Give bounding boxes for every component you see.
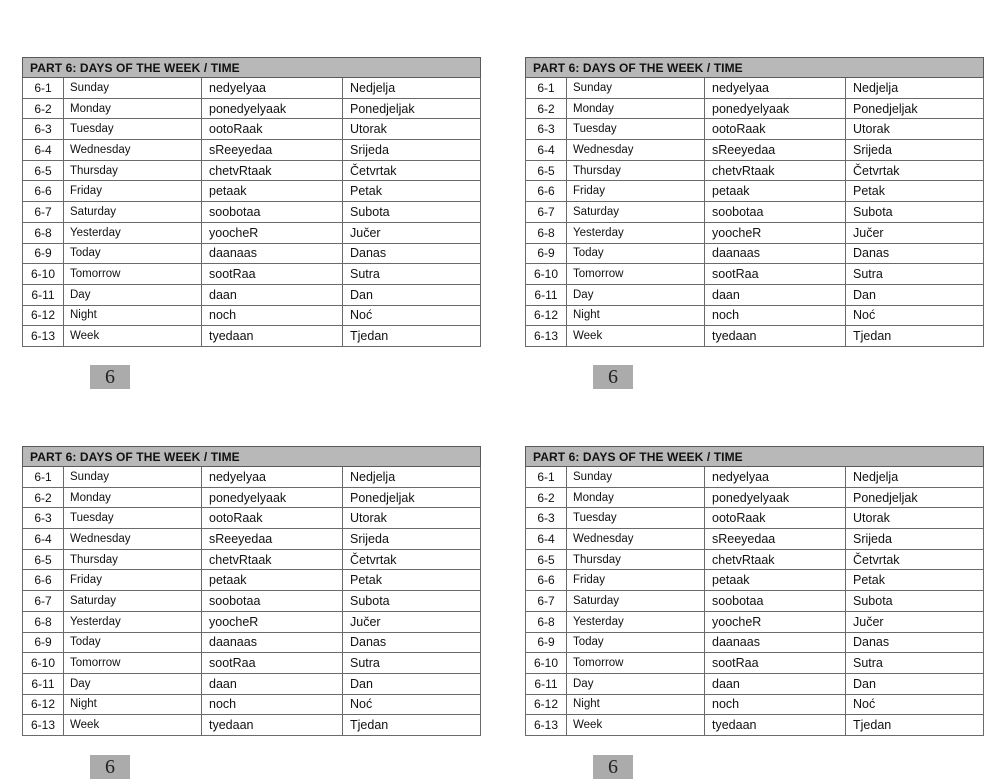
croatian-word: Sutra bbox=[846, 264, 984, 285]
table-row bbox=[526, 549, 984, 570]
english-word: Tuesday bbox=[64, 508, 202, 529]
page-number-badge: 6 bbox=[90, 755, 130, 779]
table-row bbox=[23, 284, 481, 305]
croatian-word: Četvrtak bbox=[343, 160, 481, 181]
table-row bbox=[526, 284, 984, 305]
croatian-word: Noć bbox=[343, 305, 481, 326]
phonetic-spelling: tyedaan bbox=[202, 326, 343, 347]
vocabulary-table bbox=[525, 57, 984, 347]
row-number: 6-3 bbox=[23, 508, 64, 529]
row-number: 6-13 bbox=[23, 715, 64, 736]
english-word: Today bbox=[64, 243, 202, 264]
row-number: 6-6 bbox=[23, 570, 64, 591]
phonetic-spelling: ootoRaak bbox=[202, 508, 343, 529]
row-number: 6-7 bbox=[526, 202, 567, 223]
row-number: 6-3 bbox=[23, 119, 64, 140]
table-row bbox=[23, 611, 481, 632]
english-word: Sunday bbox=[567, 78, 705, 99]
vocabulary-panel bbox=[22, 57, 480, 347]
table-row bbox=[526, 305, 984, 326]
english-word: Wednesday bbox=[64, 529, 202, 550]
row-number: 6-5 bbox=[526, 160, 567, 181]
croatian-word: Jučer bbox=[343, 611, 481, 632]
croatian-word: Danas bbox=[343, 243, 481, 264]
phonetic-spelling: daanaas bbox=[705, 632, 846, 653]
croatian-word: Ponedjeljak bbox=[343, 487, 481, 508]
english-word: Today bbox=[64, 632, 202, 653]
phonetic-spelling: chetvRtaak bbox=[705, 160, 846, 181]
croatian-word: Petak bbox=[343, 181, 481, 202]
croatian-word: Subota bbox=[846, 202, 984, 223]
english-word: Night bbox=[567, 305, 705, 326]
table-row bbox=[23, 591, 481, 612]
phonetic-spelling: petaak bbox=[705, 181, 846, 202]
row-number: 6-9 bbox=[526, 243, 567, 264]
croatian-word: Srijeda bbox=[846, 529, 984, 550]
croatian-word: Nedjelja bbox=[846, 467, 984, 488]
row-number: 6-11 bbox=[23, 673, 64, 694]
row-number: 6-13 bbox=[526, 715, 567, 736]
croatian-word: Ponedjeljak bbox=[846, 98, 984, 119]
phonetic-spelling: nedyelyaa bbox=[202, 467, 343, 488]
english-word: Saturday bbox=[64, 591, 202, 612]
croatian-word: Petak bbox=[846, 181, 984, 202]
croatian-word: Jučer bbox=[846, 611, 984, 632]
phonetic-spelling: nedyelyaa bbox=[705, 78, 846, 99]
phonetic-spelling: tyedaan bbox=[705, 326, 846, 347]
section-title: PART 6: DAYS OF THE WEEK / TIME bbox=[23, 58, 481, 78]
table-row bbox=[526, 326, 984, 347]
table-row bbox=[526, 78, 984, 99]
row-number: 6-6 bbox=[526, 181, 567, 202]
english-word: Monday bbox=[567, 487, 705, 508]
row-number: 6-10 bbox=[526, 264, 567, 285]
row-number: 6-6 bbox=[526, 570, 567, 591]
english-word: Week bbox=[567, 326, 705, 347]
english-word: Friday bbox=[64, 181, 202, 202]
phonetic-spelling: sReeyedaa bbox=[705, 529, 846, 550]
table-row bbox=[526, 529, 984, 550]
table-row bbox=[526, 202, 984, 223]
table-row bbox=[23, 119, 481, 140]
croatian-word: Utorak bbox=[846, 119, 984, 140]
row-number: 6-5 bbox=[23, 549, 64, 570]
croatian-word: Noć bbox=[846, 694, 984, 715]
english-word: Thursday bbox=[64, 160, 202, 181]
row-number: 6-11 bbox=[526, 673, 567, 694]
english-word: Night bbox=[567, 694, 705, 715]
phonetic-spelling: nedyelyaa bbox=[705, 467, 846, 488]
english-word: Night bbox=[64, 305, 202, 326]
table-row bbox=[526, 243, 984, 264]
phonetic-spelling: sootRaa bbox=[202, 653, 343, 674]
section-title: PART 6: DAYS OF THE WEEK / TIME bbox=[526, 58, 984, 78]
table-row bbox=[23, 653, 481, 674]
row-number: 6-1 bbox=[526, 78, 567, 99]
row-number: 6-9 bbox=[526, 632, 567, 653]
croatian-word: Tjedan bbox=[846, 326, 984, 347]
table-row bbox=[526, 632, 984, 653]
row-number: 6-7 bbox=[526, 591, 567, 612]
row-number: 6-2 bbox=[23, 98, 64, 119]
english-word: Thursday bbox=[64, 549, 202, 570]
english-word: Week bbox=[567, 715, 705, 736]
section-title: PART 6: DAYS OF THE WEEK / TIME bbox=[23, 447, 481, 467]
phonetic-spelling: yoocheR bbox=[202, 611, 343, 632]
english-word: Monday bbox=[567, 98, 705, 119]
english-word: Tomorrow bbox=[567, 264, 705, 285]
table-row bbox=[23, 529, 481, 550]
english-word: Tuesday bbox=[567, 508, 705, 529]
phonetic-spelling: ootoRaak bbox=[705, 508, 846, 529]
english-word: Wednesday bbox=[567, 529, 705, 550]
table-row bbox=[526, 570, 984, 591]
row-number: 6-1 bbox=[23, 78, 64, 99]
row-number: 6-7 bbox=[23, 591, 64, 612]
vocabulary-panel bbox=[525, 57, 983, 347]
vocabulary-table bbox=[22, 446, 481, 736]
english-word: Day bbox=[64, 673, 202, 694]
croatian-word: Četvrtak bbox=[846, 549, 984, 570]
croatian-word: Tjedan bbox=[343, 715, 481, 736]
vocabulary-panel bbox=[525, 446, 983, 736]
row-number: 6-12 bbox=[526, 694, 567, 715]
croatian-word: Petak bbox=[846, 570, 984, 591]
english-word: Tomorrow bbox=[64, 264, 202, 285]
phonetic-spelling: daan bbox=[202, 673, 343, 694]
table-row bbox=[23, 326, 481, 347]
phonetic-spelling: soobotaa bbox=[705, 202, 846, 223]
english-word: Sunday bbox=[64, 467, 202, 488]
table-row bbox=[23, 264, 481, 285]
phonetic-spelling: noch bbox=[202, 694, 343, 715]
phonetic-spelling: daan bbox=[202, 284, 343, 305]
vocabulary-panel bbox=[22, 446, 480, 736]
row-number: 6-13 bbox=[23, 326, 64, 347]
english-word: Saturday bbox=[64, 202, 202, 223]
table-row bbox=[23, 222, 481, 243]
croatian-word: Noć bbox=[846, 305, 984, 326]
table-row bbox=[23, 673, 481, 694]
row-number: 6-7 bbox=[23, 202, 64, 223]
table-row bbox=[526, 119, 984, 140]
phonetic-spelling: sReeyedaa bbox=[202, 140, 343, 161]
english-word: Saturday bbox=[567, 591, 705, 612]
row-number: 6-3 bbox=[526, 508, 567, 529]
vocabulary-table bbox=[525, 446, 984, 736]
table-row bbox=[526, 653, 984, 674]
english-word: Yesterday bbox=[567, 222, 705, 243]
table-row bbox=[23, 508, 481, 529]
croatian-word: Subota bbox=[343, 591, 481, 612]
croatian-word: Tjedan bbox=[846, 715, 984, 736]
croatian-word: Četvrtak bbox=[846, 160, 984, 181]
row-number: 6-4 bbox=[23, 529, 64, 550]
row-number: 6-8 bbox=[526, 222, 567, 243]
row-number: 6-4 bbox=[526, 140, 567, 161]
english-word: Night bbox=[64, 694, 202, 715]
croatian-word: Nedjelja bbox=[846, 78, 984, 99]
section-title: PART 6: DAYS OF THE WEEK / TIME bbox=[526, 447, 984, 467]
row-number: 6-12 bbox=[23, 694, 64, 715]
croatian-word: Utorak bbox=[343, 119, 481, 140]
croatian-word: Dan bbox=[846, 673, 984, 694]
row-number: 6-10 bbox=[526, 653, 567, 674]
english-word: Today bbox=[567, 243, 705, 264]
english-word: Yesterday bbox=[64, 222, 202, 243]
table-row bbox=[23, 78, 481, 99]
row-number: 6-2 bbox=[526, 98, 567, 119]
croatian-word: Ponedjeljak bbox=[846, 487, 984, 508]
croatian-word: Nedjelja bbox=[343, 467, 481, 488]
phonetic-spelling: yoocheR bbox=[705, 611, 846, 632]
croatian-word: Utorak bbox=[846, 508, 984, 529]
row-number: 6-8 bbox=[23, 611, 64, 632]
croatian-word: Utorak bbox=[343, 508, 481, 529]
page-number-badge: 6 bbox=[593, 365, 633, 389]
croatian-word: Sutra bbox=[343, 653, 481, 674]
english-word: Friday bbox=[567, 181, 705, 202]
english-word: Day bbox=[64, 284, 202, 305]
english-word: Wednesday bbox=[64, 140, 202, 161]
croatian-word: Jučer bbox=[343, 222, 481, 243]
english-word: Tomorrow bbox=[567, 653, 705, 674]
croatian-word: Dan bbox=[343, 673, 481, 694]
phonetic-spelling: noch bbox=[202, 305, 343, 326]
table-row bbox=[526, 694, 984, 715]
row-number: 6-13 bbox=[526, 326, 567, 347]
vocabulary-table bbox=[22, 57, 481, 347]
english-word: Sunday bbox=[567, 467, 705, 488]
phonetic-spelling: sootRaa bbox=[202, 264, 343, 285]
phonetic-spelling: soobotaa bbox=[705, 591, 846, 612]
croatian-word: Danas bbox=[343, 632, 481, 653]
english-word: Tuesday bbox=[64, 119, 202, 140]
croatian-word: Četvrtak bbox=[343, 549, 481, 570]
row-number: 6-8 bbox=[23, 222, 64, 243]
row-number: 6-4 bbox=[526, 529, 567, 550]
croatian-word: Danas bbox=[846, 243, 984, 264]
phonetic-spelling: yoocheR bbox=[705, 222, 846, 243]
row-number: 6-8 bbox=[526, 611, 567, 632]
croatian-word: Jučer bbox=[846, 222, 984, 243]
phonetic-spelling: daan bbox=[705, 673, 846, 694]
page-number-badge: 6 bbox=[90, 365, 130, 389]
phonetic-spelling: daanaas bbox=[705, 243, 846, 264]
row-number: 6-10 bbox=[23, 264, 64, 285]
table-row bbox=[526, 467, 984, 488]
phonetic-spelling: ootoRaak bbox=[202, 119, 343, 140]
english-word: Saturday bbox=[567, 202, 705, 223]
english-word: Thursday bbox=[567, 160, 705, 181]
croatian-word: Srijeda bbox=[343, 140, 481, 161]
table-row bbox=[526, 591, 984, 612]
table-row bbox=[526, 508, 984, 529]
page-number-badge: 6 bbox=[593, 755, 633, 779]
row-number: 6-1 bbox=[23, 467, 64, 488]
phonetic-spelling: sootRaa bbox=[705, 264, 846, 285]
phonetic-spelling: petaak bbox=[202, 181, 343, 202]
phonetic-spelling: sootRaa bbox=[705, 653, 846, 674]
row-number: 6-5 bbox=[23, 160, 64, 181]
phonetic-spelling: yoocheR bbox=[202, 222, 343, 243]
english-word: Week bbox=[64, 326, 202, 347]
table-row bbox=[23, 467, 481, 488]
row-number: 6-3 bbox=[526, 119, 567, 140]
row-number: 6-10 bbox=[23, 653, 64, 674]
row-number: 6-2 bbox=[23, 487, 64, 508]
phonetic-spelling: noch bbox=[705, 305, 846, 326]
row-number: 6-11 bbox=[526, 284, 567, 305]
croatian-word: Srijeda bbox=[846, 140, 984, 161]
table-row bbox=[526, 160, 984, 181]
row-number: 6-2 bbox=[526, 487, 567, 508]
table-row bbox=[526, 487, 984, 508]
phonetic-spelling: chetvRtaak bbox=[705, 549, 846, 570]
croatian-word: Dan bbox=[343, 284, 481, 305]
table-row bbox=[23, 715, 481, 736]
phonetic-spelling: soobotaa bbox=[202, 202, 343, 223]
english-word: Wednesday bbox=[567, 140, 705, 161]
phonetic-spelling: daan bbox=[705, 284, 846, 305]
phonetic-spelling: noch bbox=[705, 694, 846, 715]
phonetic-spelling: ootoRaak bbox=[705, 119, 846, 140]
row-number: 6-9 bbox=[23, 632, 64, 653]
table-row bbox=[23, 243, 481, 264]
croatian-word: Petak bbox=[343, 570, 481, 591]
row-number: 6-1 bbox=[526, 467, 567, 488]
english-word: Day bbox=[567, 673, 705, 694]
table-row bbox=[23, 181, 481, 202]
table-row bbox=[23, 140, 481, 161]
table-row bbox=[23, 305, 481, 326]
table-row bbox=[23, 694, 481, 715]
table-row bbox=[23, 98, 481, 119]
table-row bbox=[526, 715, 984, 736]
phonetic-spelling: sReeyedaa bbox=[705, 140, 846, 161]
english-word: Friday bbox=[567, 570, 705, 591]
phonetic-spelling: ponedyelyaak bbox=[202, 487, 343, 508]
table-row bbox=[23, 202, 481, 223]
english-word: Tuesday bbox=[567, 119, 705, 140]
croatian-word: Subota bbox=[343, 202, 481, 223]
table-row bbox=[526, 673, 984, 694]
croatian-word: Nedjelja bbox=[343, 78, 481, 99]
english-word: Tomorrow bbox=[64, 653, 202, 674]
table-row bbox=[23, 632, 481, 653]
croatian-word: Subota bbox=[846, 591, 984, 612]
table-row bbox=[526, 611, 984, 632]
table-row bbox=[526, 264, 984, 285]
table-row bbox=[526, 140, 984, 161]
phonetic-spelling: petaak bbox=[202, 570, 343, 591]
english-word: Monday bbox=[64, 487, 202, 508]
phonetic-spelling: nedyelyaa bbox=[202, 78, 343, 99]
table-row bbox=[23, 487, 481, 508]
row-number: 6-12 bbox=[23, 305, 64, 326]
croatian-word: Danas bbox=[846, 632, 984, 653]
table-row bbox=[526, 98, 984, 119]
croatian-word: Noć bbox=[343, 694, 481, 715]
phonetic-spelling: tyedaan bbox=[705, 715, 846, 736]
phonetic-spelling: chetvRtaak bbox=[202, 549, 343, 570]
phonetic-spelling: ponedyelyaak bbox=[705, 98, 846, 119]
table-row bbox=[23, 570, 481, 591]
phonetic-spelling: chetvRtaak bbox=[202, 160, 343, 181]
table-row bbox=[526, 222, 984, 243]
row-number: 6-11 bbox=[23, 284, 64, 305]
english-word: Thursday bbox=[567, 549, 705, 570]
english-word: Week bbox=[64, 715, 202, 736]
croatian-word: Sutra bbox=[846, 653, 984, 674]
row-number: 6-9 bbox=[23, 243, 64, 264]
english-word: Day bbox=[567, 284, 705, 305]
table-row bbox=[23, 549, 481, 570]
table-row bbox=[23, 160, 481, 181]
row-number: 6-6 bbox=[23, 181, 64, 202]
english-word: Friday bbox=[64, 570, 202, 591]
row-number: 6-12 bbox=[526, 305, 567, 326]
phonetic-spelling: soobotaa bbox=[202, 591, 343, 612]
phonetic-spelling: tyedaan bbox=[202, 715, 343, 736]
phonetic-spelling: sReeyedaa bbox=[202, 529, 343, 550]
croatian-word: Tjedan bbox=[343, 326, 481, 347]
english-word: Sunday bbox=[64, 78, 202, 99]
table-row bbox=[526, 181, 984, 202]
phonetic-spelling: daanaas bbox=[202, 243, 343, 264]
english-word: Yesterday bbox=[567, 611, 705, 632]
english-word: Monday bbox=[64, 98, 202, 119]
croatian-word: Ponedjeljak bbox=[343, 98, 481, 119]
row-number: 6-4 bbox=[23, 140, 64, 161]
phonetic-spelling: ponedyelyaak bbox=[202, 98, 343, 119]
row-number: 6-5 bbox=[526, 549, 567, 570]
phonetic-spelling: daanaas bbox=[202, 632, 343, 653]
croatian-word: Srijeda bbox=[343, 529, 481, 550]
croatian-word: Dan bbox=[846, 284, 984, 305]
english-word: Today bbox=[567, 632, 705, 653]
phonetic-spelling: ponedyelyaak bbox=[705, 487, 846, 508]
croatian-word: Sutra bbox=[343, 264, 481, 285]
phonetic-spelling: petaak bbox=[705, 570, 846, 591]
english-word: Yesterday bbox=[64, 611, 202, 632]
